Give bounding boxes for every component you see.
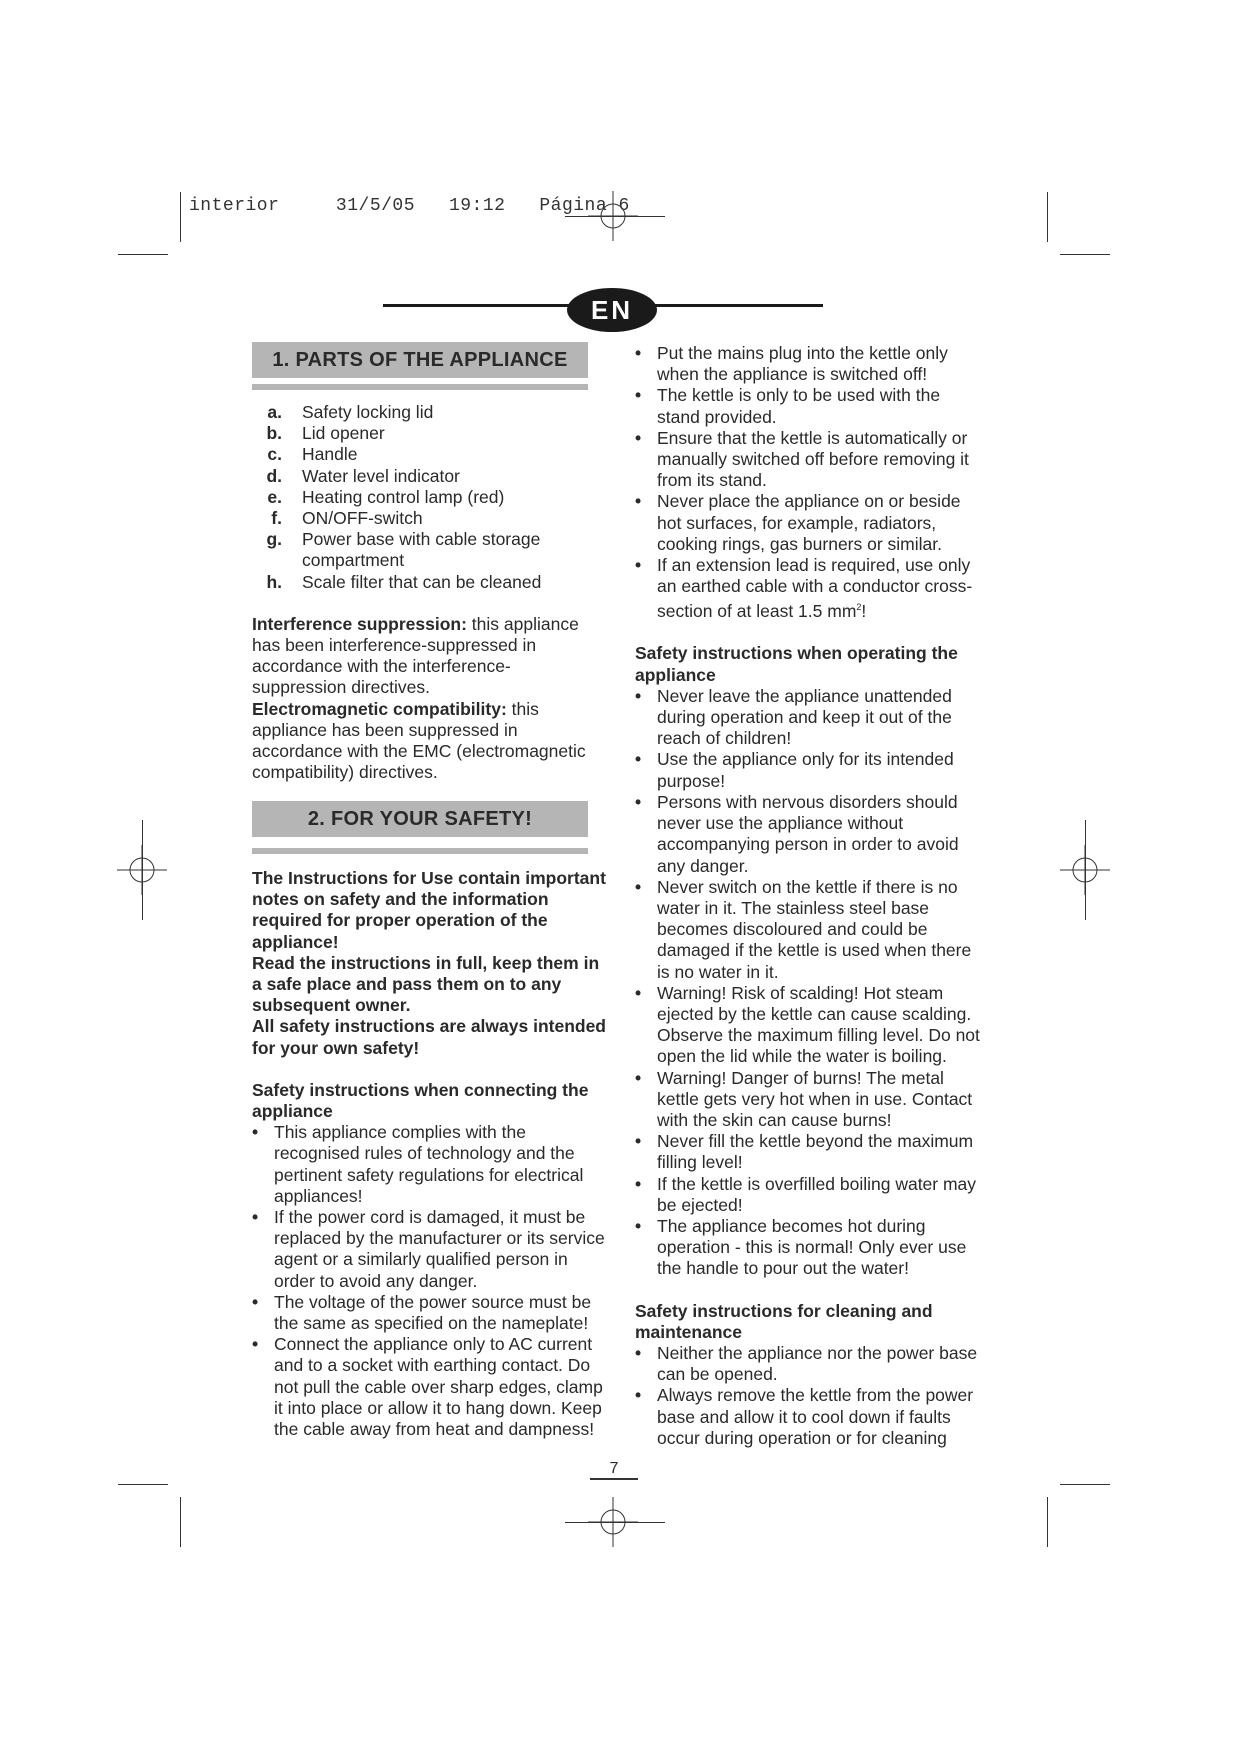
list-item: • The voltage of the power source must be the same as specified on the nameplate! bbox=[252, 1291, 592, 1334]
list-item: b. Lid opener bbox=[266, 423, 385, 444]
registration-line bbox=[565, 216, 665, 217]
page-number: 7 bbox=[590, 1460, 638, 1480]
bullet-icon: • bbox=[635, 343, 642, 363]
crop-mark bbox=[1047, 192, 1048, 242]
list-item: • If the power cord is damaged, it must be replaced by the manufacturer or its service agent or a similarly qualified person in order to avoid any danger. bbox=[252, 1207, 605, 1291]
subheading-connecting: Safety instructions when connecting the appliance bbox=[252, 1079, 589, 1122]
list-item: c. Handle bbox=[267, 444, 358, 465]
emc-paragraph: Electromagnetic compatibility: this appliance has been suppressed in accordance with the EMC (electromagnetic compatibility) directives. bbox=[252, 698, 586, 783]
section-heading-safety: 2. FOR YOUR SAFETY! bbox=[252, 801, 588, 837]
bullet-icon: • bbox=[252, 1122, 259, 1143]
bullet-icon: • bbox=[635, 749, 642, 770]
list-item: • Never place the appliance on or beside hot surfaces, for example, radiators, cooking rings, gas burners or similar. bbox=[635, 491, 961, 554]
registration-line bbox=[1085, 820, 1086, 920]
section-heading-rule bbox=[252, 384, 588, 390]
bullet-icon: • bbox=[635, 1173, 642, 1194]
crop-mark bbox=[180, 192, 181, 242]
list-item: g. Power base with cable storage compartment bbox=[266, 529, 541, 571]
interference-paragraph: Interference suppression: this appliance has been interference-suppressed in accordance with the interference-suppression directives. bbox=[252, 613, 579, 698]
list-item: • If an extension lead is required, use only an earthed cable with a conductor cross-section of at least 1.5 $mm^2$! bbox=[635, 555, 973, 622]
crop-mark bbox=[1047, 1497, 1048, 1547]
list-item: • Connect the appliance only to AC current and to a socket with earthing contact. Do not pull the cable over sharp edges, clamp it into place or allow it to hang down. Keep the cable away from heat and dampness! bbox=[252, 1334, 603, 1440]
crop-mark bbox=[1060, 1484, 1110, 1485]
bullet-icon: • bbox=[635, 555, 642, 576]
connecting-list-continued bbox=[635, 343, 980, 622]
list-item: e. Heating control lamp (red) bbox=[267, 486, 505, 507]
list-item: f. ON/OFF-switch bbox=[271, 508, 423, 529]
connecting-list bbox=[252, 1122, 607, 1440]
right-column bbox=[635, 343, 980, 1449]
bullet-icon: • bbox=[635, 385, 642, 406]
operating-list bbox=[635, 686, 980, 1280]
list-item: h. Scale filter that can be cleaned bbox=[266, 571, 542, 592]
section-heading-parts: 1. PARTS OF THE APPLIANCE bbox=[252, 342, 588, 378]
list-item: • Warning! Risk of scalding! Hot steam ejected by the kettle can cause scalding. Observe the maximum filling level. Do not open the lid while the water is boiling. bbox=[635, 982, 980, 1067]
section-heading-rule bbox=[252, 848, 588, 854]
list-item: • Neither the appliance nor the power base can be opened. bbox=[635, 1342, 978, 1385]
list-item: • Always remove the kettle from the power base and allow it to cool down if faults occur during operation or for cleaning bbox=[635, 1385, 974, 1448]
language-badge: EN bbox=[567, 288, 657, 332]
left-column bbox=[252, 402, 597, 783]
list-item: a. Safety locking lid bbox=[267, 402, 434, 422]
parts-list bbox=[252, 402, 597, 593]
list-item: • The kettle is only to be used with the stand provided. bbox=[635, 385, 941, 427]
bullet-icon: • bbox=[635, 1067, 642, 1088]
crop-mark bbox=[118, 1484, 168, 1485]
crop-mark bbox=[180, 1497, 181, 1547]
list-item: • Put the mains plug into the kettle only when the appliance is switched off! bbox=[635, 343, 948, 385]
list-item: • If the kettle is overfilled boiling water may be ejected! bbox=[635, 1173, 977, 1215]
list-item: • Ensure that the kettle is automatically or manually switched off before removing it from its stand. bbox=[635, 427, 969, 491]
bullet-icon: • bbox=[635, 1385, 642, 1406]
subheading-operating: Safety instructions when operating the appliance bbox=[635, 643, 958, 685]
list-item: • Never leave the appliance unattended during operation and keep it out of the reach of children! bbox=[635, 685, 952, 749]
bullet-icon: • bbox=[635, 1215, 642, 1236]
list-item: • Warning! Danger of burns! The metal kettle gets very hot when in use. Contact with the skin can cause burns! bbox=[635, 1067, 973, 1130]
bullet-icon: • bbox=[635, 876, 642, 897]
bullet-icon: • bbox=[635, 1342, 642, 1363]
bullet-icon: • bbox=[635, 685, 642, 706]
list-item: • Persons with nervous disorders should never use the appliance without accompanying person in order to avoid any danger. bbox=[635, 791, 959, 876]
bullet-icon: • bbox=[635, 491, 642, 512]
crop-mark bbox=[1060, 254, 1110, 255]
list-item: • This appliance complies with the recognised rules of technology and the pertinent safety regulations for electrical appliances! bbox=[252, 1122, 584, 1206]
bullet-icon: • bbox=[635, 791, 642, 812]
list-item: d. Water level indicator bbox=[266, 465, 460, 486]
safety-intro: The Instructions for Use contain important notes on safety and the information required for proper operation of the appliance! bbox=[252, 868, 606, 952]
list-item: • Never switch on the kettle if there is no water in it. The stainless steel base becomes discoloured and could be damaged if the kettle is used when there is no water in it. bbox=[635, 876, 972, 982]
cleaning-list bbox=[635, 1343, 980, 1449]
bullet-icon: • bbox=[635, 1131, 642, 1152]
crop-mark bbox=[118, 254, 168, 255]
bullet-icon: • bbox=[252, 1334, 259, 1355]
list-item: • The appliance becomes hot during operation - this is normal! Only ever use the handle to pour out the water! bbox=[635, 1215, 967, 1279]
safety-intro: Read the instructions in full, keep them in a safe place and pass them on to any subsequent owner. bbox=[252, 952, 600, 1016]
safety-intro: All safety instructions are always intended for your own safety! bbox=[252, 1016, 606, 1058]
registration-line bbox=[142, 820, 143, 920]
left-column-safety bbox=[252, 868, 607, 1440]
list-item: • Use the appliance only for its intended purpose! bbox=[635, 749, 954, 791]
list-item: • Never fill the kettle beyond the maximum filling level! bbox=[635, 1131, 974, 1173]
subheading-cleaning: Safety instructions for cleaning and maintenance bbox=[635, 1300, 933, 1342]
registration-line bbox=[565, 1522, 665, 1523]
bullet-icon: • bbox=[635, 982, 642, 1003]
print-slug: interior 31/5/05 19:12 Página 6 bbox=[189, 196, 630, 216]
bullet-icon: • bbox=[252, 1291, 259, 1312]
bullet-icon: • bbox=[635, 427, 642, 448]
bullet-icon: • bbox=[252, 1207, 259, 1228]
